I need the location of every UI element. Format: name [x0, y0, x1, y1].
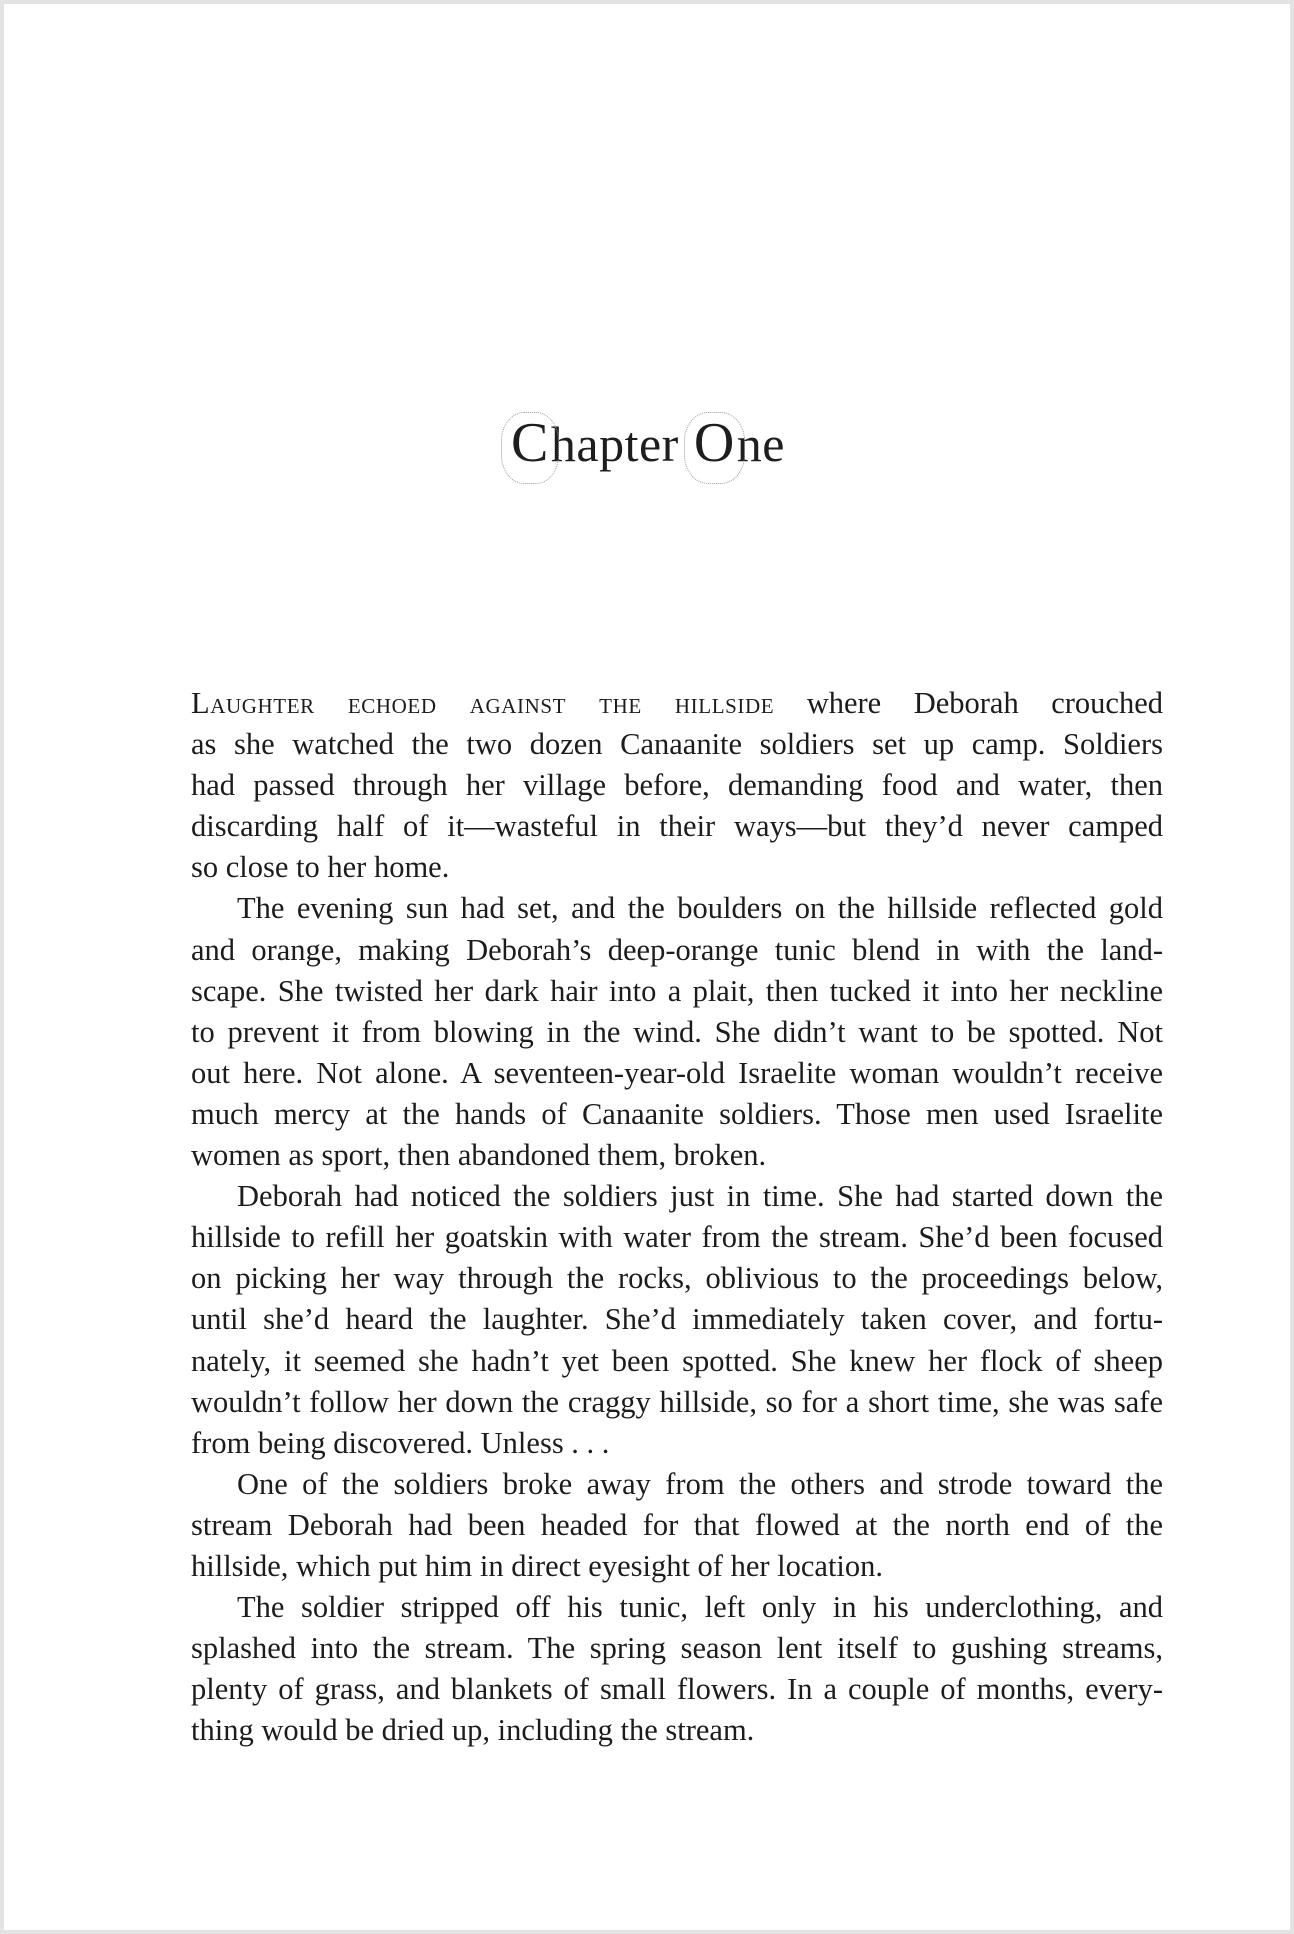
- text-line: as she watched the two dozen Canaanite soldiers set up camp. Soldiers: [191, 727, 1163, 762]
- text-line: nately, it seemed she hadn’t yet been spotted. She knew her flock of sheep: [191, 1343, 1163, 1378]
- text-line: wouldn’t follow her down the craggy hillside, so for a short time, she was safe: [191, 1384, 1163, 1419]
- text-line: plenty of grass, and blankets of small flowers. In a couple of months, every-: [191, 1672, 1163, 1707]
- text-line: from being discovered. Unless . . .: [191, 1425, 610, 1460]
- chapter-title: [4, 408, 1290, 479]
- book-page: [4, 4, 1290, 1930]
- text-line: to prevent it from blowing in the wind. She didn’t want to be spotted. Not: [191, 1014, 1163, 1049]
- text-line: hillside to refill her goatskin with water from the stream. She’d been focused: [191, 1220, 1163, 1255]
- text-line: and orange, making Deborah’s deep-orange tunic blend in with the land-: [191, 932, 1163, 967]
- text-line: had passed through her village before, demanding food and water, then: [191, 768, 1163, 803]
- text-line: The soldier stripped off his tunic, left only in his underclothing, and: [237, 1590, 1163, 1625]
- text-line: The evening sun had set, and the boulders on the hillside reflected gold: [237, 891, 1163, 926]
- paragraph-2: [191, 888, 1163, 1176]
- text-line: so close to her home.: [191, 850, 450, 885]
- chapter-body: [191, 683, 1163, 1751]
- paragraph-3: [191, 1176, 1163, 1464]
- opening-smallcaps: Laughter echoed against the hillside: [191, 686, 775, 720]
- text-line: scape. She twisted her dark hair into a plait, then tucked it into her neckline: [191, 973, 1163, 1008]
- paragraph-4: [191, 1464, 1163, 1587]
- text-line: out here. Not alone. A seventeen-year-old Israelite woman wouldn’t receive: [191, 1055, 1163, 1090]
- text-line: on picking her way through the rocks, oblivious to the proceedings below,: [191, 1261, 1163, 1296]
- paragraph-5: [191, 1587, 1163, 1751]
- ornate-initial-o: O: [692, 408, 737, 478]
- text-line: stream Deborah had been headed for that flowed at the north end of the: [191, 1507, 1163, 1542]
- chapter-title-word-1: hapter: [550, 416, 692, 472]
- paragraph-1: [191, 683, 1163, 888]
- text-line: hillside, which put him in direct eyesight of her location.: [191, 1548, 884, 1583]
- ornate-initial-c: C: [509, 408, 551, 478]
- text-line: thing would be dried up, including the stream.: [191, 1713, 755, 1748]
- text-line: women as sport, then abandoned them, broken.: [191, 1138, 767, 1173]
- text-line: Laughter echoed against the hillside where Deborah crouched: [191, 686, 1163, 720]
- text-line: Deborah had noticed the soldiers just in time. She had started down the: [237, 1179, 1163, 1214]
- text-line: until she’d heard the laughter. She’d immediately taken cover, and fortu-: [191, 1302, 1163, 1337]
- text-line: One of the soldiers broke away from the others and strode toward the: [237, 1466, 1163, 1501]
- text-line: discarding half of it—wasteful in their ways—but they’d never camped: [191, 809, 1163, 844]
- text-line: much mercy at the hands of Canaanite soldiers. Those men used Israelite: [191, 1096, 1163, 1131]
- text-line: splashed into the stream. The spring season lent itself to gushing streams,: [191, 1631, 1163, 1666]
- chapter-title-word-2: ne: [736, 416, 785, 472]
